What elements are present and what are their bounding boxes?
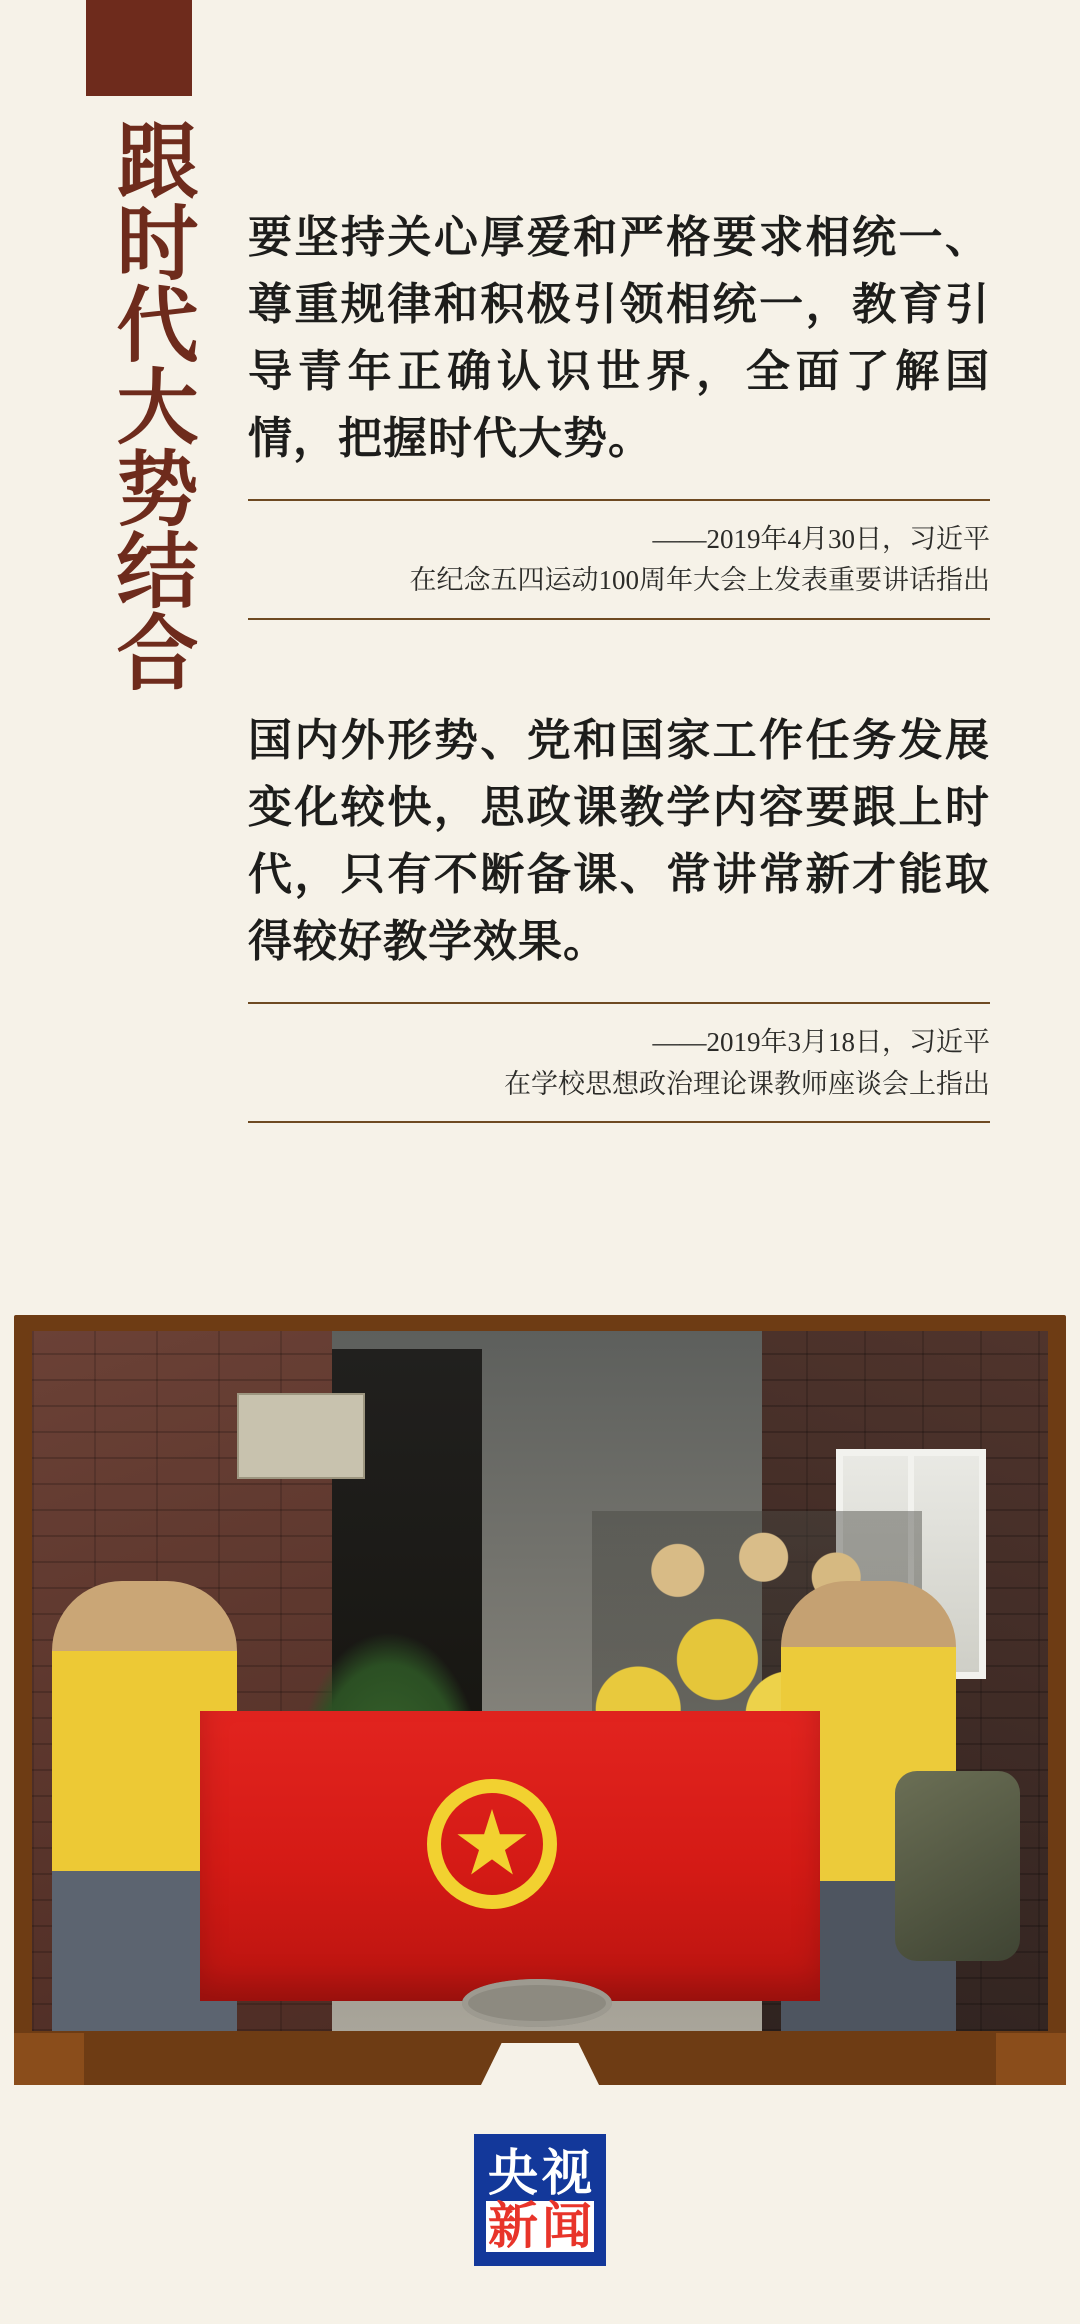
divider-top-2	[248, 1002, 990, 1004]
photo-backpack	[895, 1771, 1020, 1961]
logo-char-shi: 视	[542, 2145, 592, 2201]
logo-char-yang: 央	[488, 2145, 538, 2201]
attribution-line-1a: ——2019年4月30日，习近平	[652, 523, 990, 554]
logo-row-bottom	[486, 2198, 594, 2254]
photo-manhole-cover	[462, 1979, 612, 2027]
attribution-line-2b: 在学校思想政治理论课教师座谈会上指出	[504, 1068, 990, 1099]
page-title: 跟时代大势结合	[105, 118, 196, 692]
divider-bottom-1	[248, 618, 990, 620]
divider-top-1	[248, 499, 990, 501]
title-cap-block	[86, 0, 192, 96]
logo-char-wen: 闻	[542, 2198, 592, 2254]
attribution-wrap-2	[248, 1002, 990, 1124]
photo-frame	[14, 1315, 1066, 2085]
attribution-wrap-1	[248, 499, 990, 621]
divider-bottom-2	[248, 1121, 990, 1123]
vertical-title-block	[86, 0, 196, 798]
quote-block-2	[248, 708, 990, 1123]
logo-row-top	[486, 2145, 594, 2201]
quote-text-1: 要坚持关心厚爱和严格要求相统一、尊重规律和积极引领相统一，教育引导青年正确认识世界，全面了解国情，把握时代大势。	[248, 213, 990, 463]
quote-column	[248, 205, 990, 1123]
book-right-curl	[996, 2033, 1066, 2085]
cctv-news-logo	[474, 2134, 606, 2266]
photo-wall-plaque	[237, 1393, 365, 1479]
quote-block-1	[248, 205, 990, 620]
logo-char-xin: 新	[488, 2198, 538, 2254]
quote-text-2: 国内外形势、党和国家工作任务发展变化较快，思政课教学内容要跟上时代，只有不断备课、常讲常新才能取得较好教学效果。	[248, 716, 990, 966]
attribution-line-1b: 在纪念五四运动100周年大会上发表重要讲话指出	[409, 565, 990, 596]
photo-image	[32, 1331, 1048, 2031]
book-left-curl	[14, 2033, 84, 2085]
attribution-line-2a: ——2019年3月18日，习近平	[652, 1026, 990, 1057]
